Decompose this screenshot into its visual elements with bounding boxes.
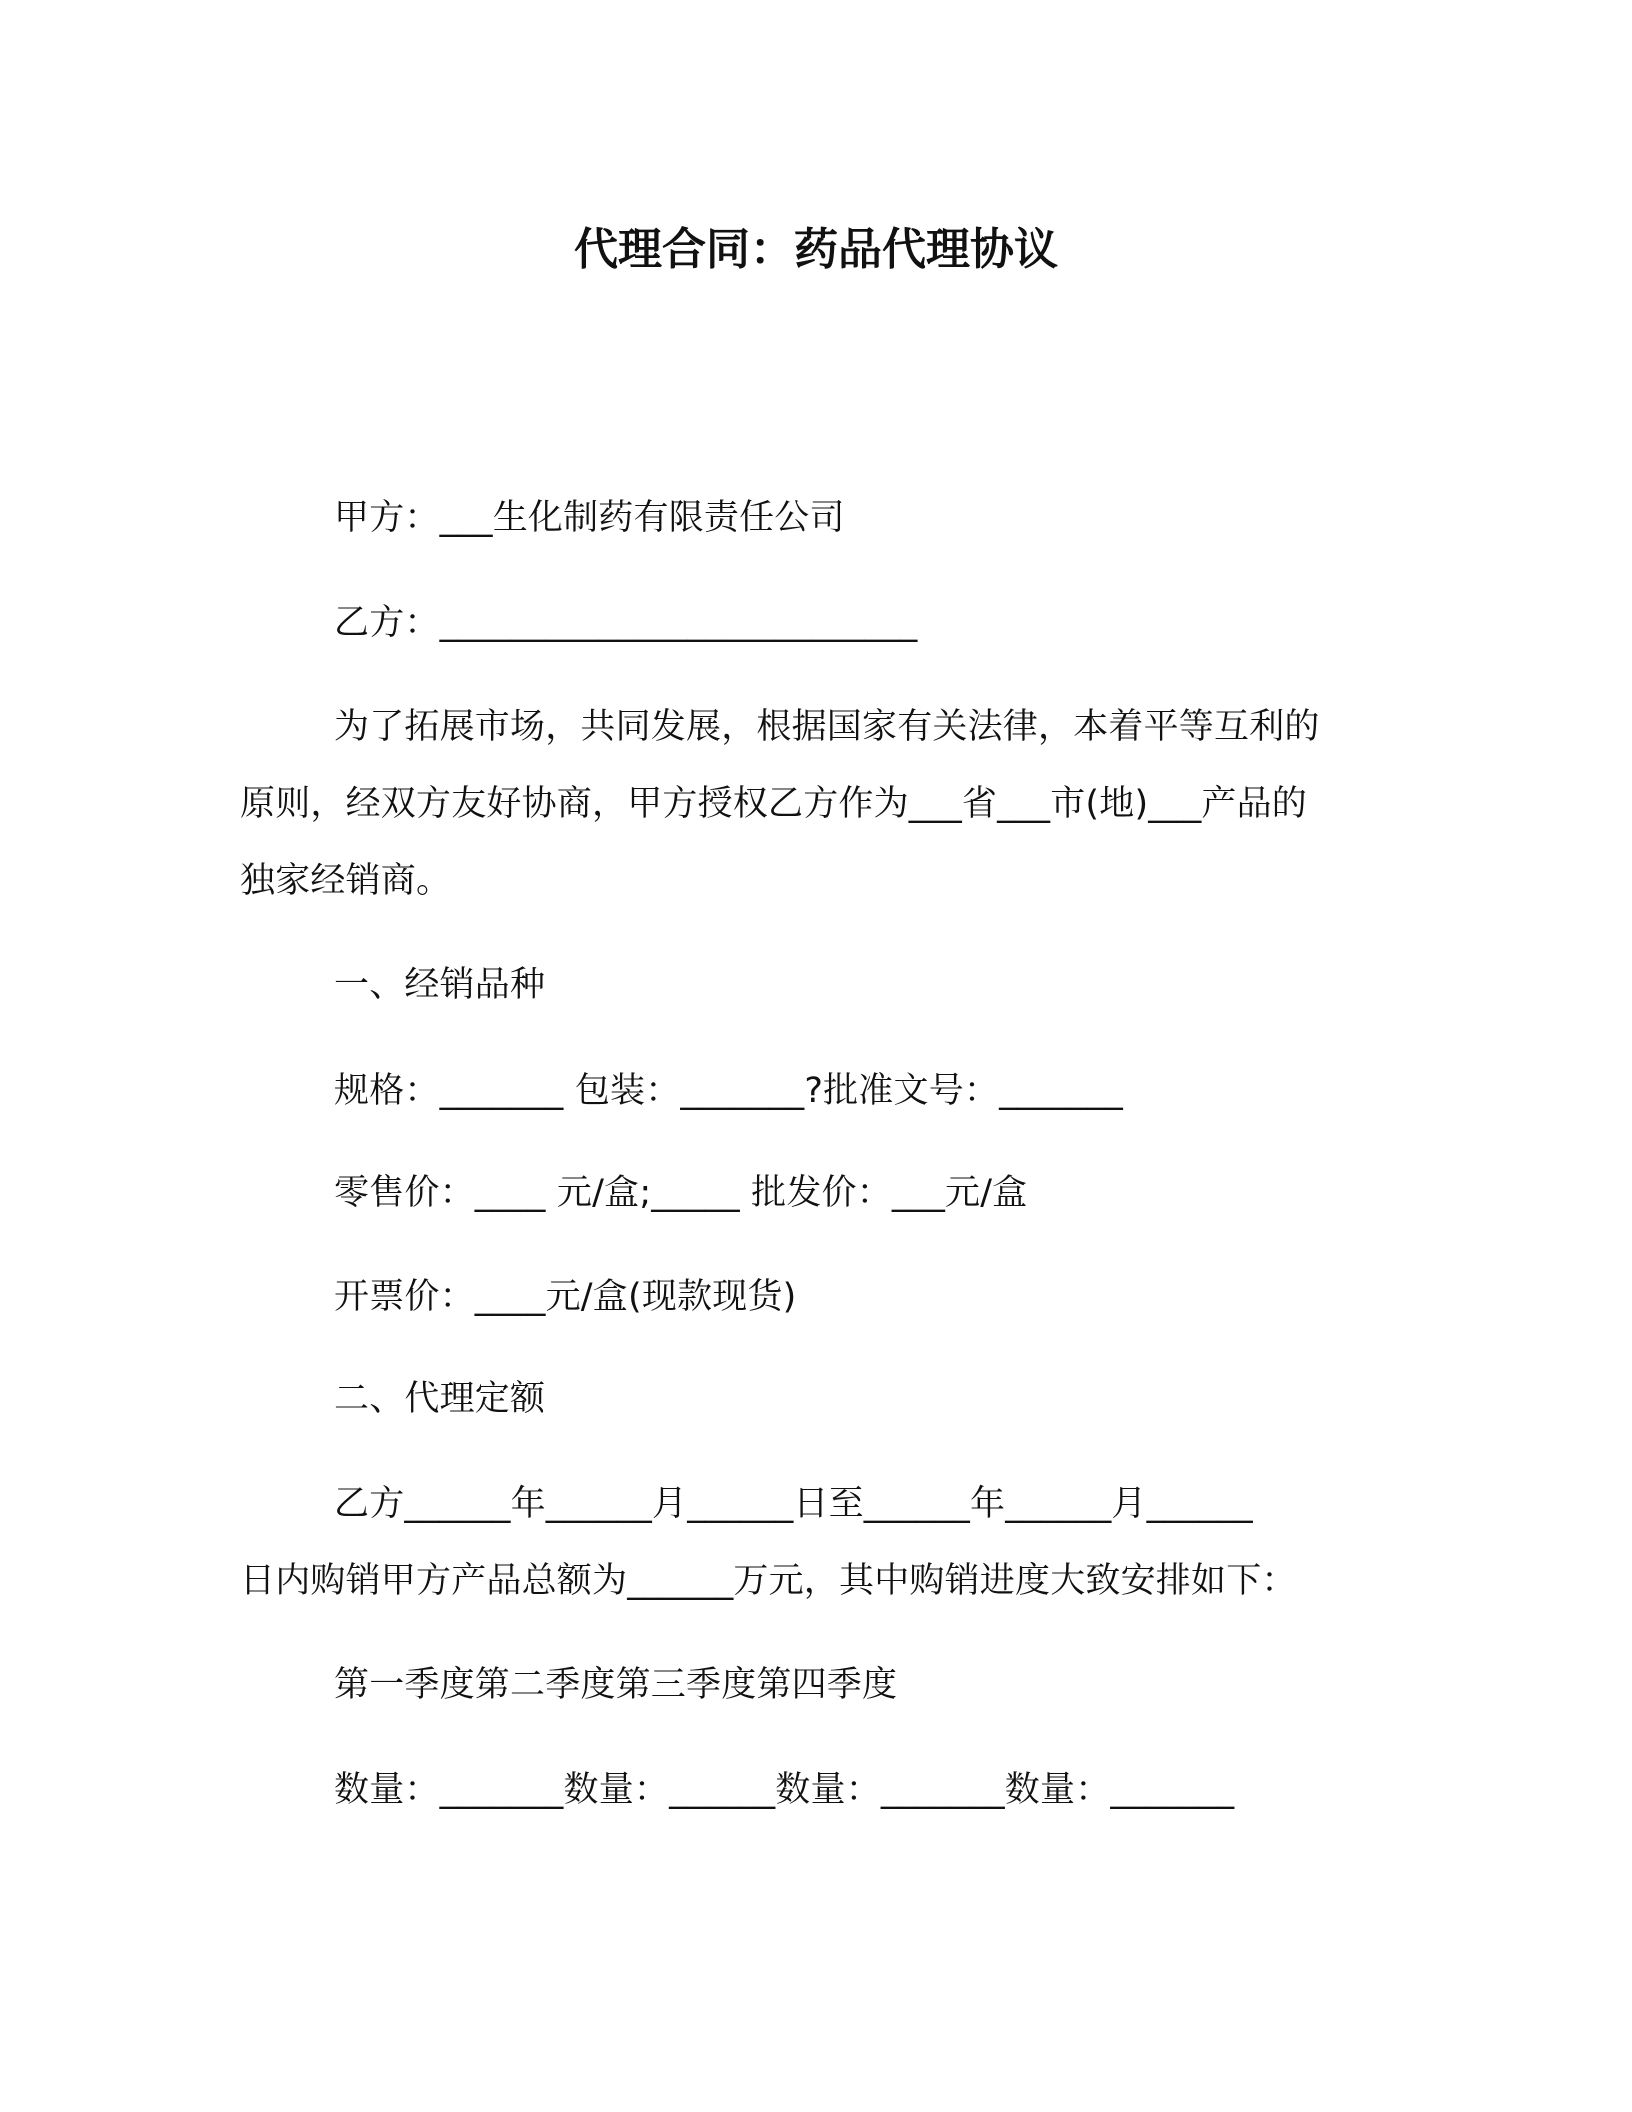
party-a-line: 甲方：___生化制药有限责任公司 (334, 498, 845, 538)
retail-price-line: 零售价：____ 元/盒;_____ 批发价：___元/盒 (334, 1173, 1028, 1213)
quantity-line: 数量：_______数量：______数量：_______数量：_______ (334, 1770, 1235, 1810)
quota-line-1: 乙方______年______月______日至______年______月______ (334, 1484, 1253, 1524)
intro-line-2: 原则，经双方友好协商，甲方授权乙方作为___省___市(地)___产品的 (240, 784, 1308, 824)
intro-line-1: 为了拓展市场，共同发展，根据国家有关法律，本着平等互利的 (334, 707, 1320, 747)
document-title: 代理合同：药品代理协议 (574, 224, 1058, 275)
section2-heading: 二、代理定额 (334, 1379, 546, 1419)
intro-line-3: 独家经销商。 (240, 861, 452, 901)
invoice-price-line: 开票价：____元/盒(现款现货) (334, 1277, 797, 1317)
section1-heading: 一、经销品种 (334, 965, 546, 1005)
quarters-line: 第一季度第二季度第三季度第四季度 (334, 1665, 898, 1705)
party-b-line: 乙方：___________________________ (334, 603, 918, 643)
spec-line: 规格：_______ 包装：_______?批准文号：_______ (334, 1071, 1124, 1111)
quota-line-2: 日内购销甲方产品总额为______万元，其中购销进度大致安排如下： (240, 1561, 1297, 1601)
